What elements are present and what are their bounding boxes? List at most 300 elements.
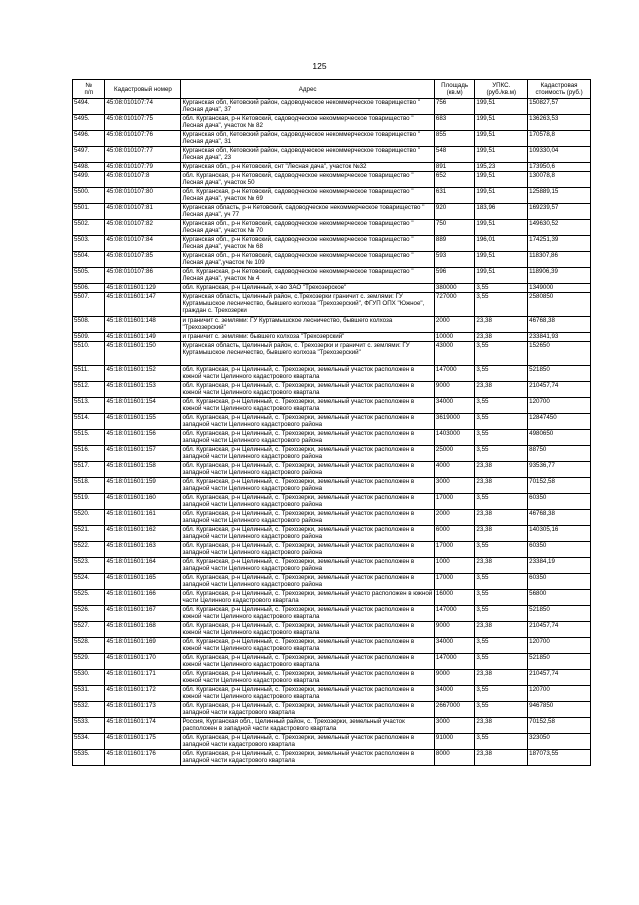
cell-num: 5506. (73, 284, 105, 293)
cell-cadastral-number: 45:18:011601:150 (105, 342, 181, 366)
cell-cadastral-cost: 140305,16 (528, 526, 591, 542)
cell-upks: 3,55 (475, 702, 528, 718)
cell-area: 9000 (434, 670, 475, 686)
cell-address: обл. Курганская, р-н Целинный, с. Трехозерки, земельный участок расположен в западной части Целинного кадастрового района (181, 558, 434, 574)
table-row (73, 333, 591, 342)
cell-num: 5508. (73, 317, 105, 333)
table-row (73, 99, 591, 115)
cell-num: 5512. (73, 382, 105, 398)
cell-num: 5501. (73, 204, 105, 220)
cell-num: 5496. (73, 131, 105, 147)
cell-cadastral-cost: 521850 (528, 654, 591, 670)
cell-num: 5534. (73, 734, 105, 750)
cell-num: 5507. (73, 293, 105, 317)
table-row (73, 734, 591, 750)
cell-area: 889 (434, 236, 475, 252)
cell-num: 5500. (73, 188, 105, 204)
cell-cadastral-number: 45:18:011601:166 (105, 590, 181, 606)
cell-cadastral-cost: 118906,39 (528, 268, 591, 284)
cell-upks: 199,51 (475, 188, 528, 204)
cell-upks: 23,38 (475, 510, 528, 526)
cell-cadastral-cost: 60350 (528, 574, 591, 590)
cell-address: обл. Курганская, р-н Целинный, с. Трехозерки, земельный участок расположен в западной части Целинного кадастрового района (181, 542, 434, 558)
cell-num: 5494. (73, 99, 105, 115)
table-row (73, 414, 591, 430)
cell-area: 17000 (434, 494, 475, 510)
cell-address: Курганская обл, Кетовский район, садоводческое некоммерческое товарищество " Лесная дача", 31 (181, 131, 434, 147)
cell-upks: 3,55 (475, 590, 528, 606)
cell-area: 91000 (434, 734, 475, 750)
table-row (73, 654, 591, 670)
cell-cadastral-cost: 12847450 (528, 414, 591, 430)
cell-num: 5527. (73, 622, 105, 638)
cell-upks: 199,51 (475, 115, 528, 131)
table-row (73, 366, 591, 382)
table-row (73, 430, 591, 446)
table-row (73, 163, 591, 172)
cell-address: обл. Курганская, р-н Кетовский, садоводческое некоммерческое товарищество " Лесная дача", участок № 69 (181, 188, 434, 204)
cell-num: 5520. (73, 510, 105, 526)
cell-cadastral-cost: 120700 (528, 638, 591, 654)
cell-cadastral-cost: 173950,6 (528, 163, 591, 172)
cell-address: обл. Курганская, р-н Целинный, с. Трехозерки, земельный участок расположен в западной части Целинного кадастрового района (181, 494, 434, 510)
cell-upks: 23,38 (475, 333, 528, 342)
cell-upks: 3,55 (475, 734, 528, 750)
cell-upks: 23,38 (475, 558, 528, 574)
cell-upks: 3,55 (475, 398, 528, 414)
cell-num: 5521. (73, 526, 105, 542)
cell-cadastral-cost: 136263,53 (528, 115, 591, 131)
table-row (73, 398, 591, 414)
cell-area: 593 (434, 252, 475, 268)
table-row (73, 188, 591, 204)
table-row (73, 606, 591, 622)
cell-cadastral-cost: 233841,93 (528, 333, 591, 342)
table-row (73, 236, 591, 252)
cell-num: 5515. (73, 430, 105, 446)
table-row (73, 686, 591, 702)
cell-area: 17000 (434, 574, 475, 590)
cell-num: 5498. (73, 163, 105, 172)
cell-num: 5518. (73, 478, 105, 494)
cell-area: 631 (434, 188, 475, 204)
cell-cadastral-number: 45:18:011601:173 (105, 702, 181, 718)
cell-area: 1403000 (434, 430, 475, 446)
cell-cadastral-cost: 323050 (528, 734, 591, 750)
cell-cadastral-number: 45:18:011601:157 (105, 446, 181, 462)
cell-cadastral-number: 45:18:011601:159 (105, 478, 181, 494)
table-row (73, 317, 591, 333)
cell-address: обл. Курганская, р-н Целинный, с. Трехозерки, земельный участок расположен в западной части Целинного кадастрового района (181, 446, 434, 462)
cell-area: 3619000 (434, 414, 475, 430)
table-row (73, 478, 591, 494)
cell-num: 5530. (73, 670, 105, 686)
cell-upks: 23,38 (475, 750, 528, 766)
cell-cadastral-cost: 149630,52 (528, 220, 591, 236)
cell-cadastral-cost: 130078,8 (528, 172, 591, 188)
cell-cadastral-cost: 174251,39 (528, 236, 591, 252)
table-row (73, 526, 591, 542)
cell-address: Курганская область, р-н Кетовский, садоводческое некоммерческое товарищество " Лесная дача", уч 77 (181, 204, 434, 220)
cell-num: 5495. (73, 115, 105, 131)
cell-upks: 199,51 (475, 252, 528, 268)
cell-address: Курганская обл., р-н Кетовский, садоводческое некоммерческое товарищество " Лесная дача",участок № 109 (181, 252, 434, 268)
cell-address: обл. Курганская, р-н Целинный, с. Трехозерки, земельный участок расположен в южной части Целинного кадастрового квартала (181, 398, 434, 414)
cell-num: 5503. (73, 236, 105, 252)
cell-area: 147000 (434, 654, 475, 670)
table-row (73, 510, 591, 526)
cell-cadastral-cost: 150827,57 (528, 99, 591, 115)
cell-address: Курганская обл., р-н Кетовский, садоводческое некоммерческое товарищество " Лесная дача", участок № 68 (181, 236, 434, 252)
cell-cadastral-cost: 109330,04 (528, 147, 591, 163)
cell-num: 5517. (73, 462, 105, 478)
cell-address: Курганская обл., р-н Кетовский, садоводческое некоммерческое товарищество " Лесная дача", участок № 70 (181, 220, 434, 236)
cell-cadastral-number: 45:18:011601:169 (105, 638, 181, 654)
cell-num: 5524. (73, 574, 105, 590)
table-row (73, 220, 591, 236)
table-row (73, 670, 591, 686)
cell-num: 5502. (73, 220, 105, 236)
cell-area: 9000 (434, 382, 475, 398)
cell-cadastral-number: 45:18:011601:147 (105, 293, 181, 317)
table-row (73, 268, 591, 284)
cell-cadastral-number: 45:08:010107:8 (105, 172, 181, 188)
cell-area: 4000 (434, 462, 475, 478)
cell-upks: 3,55 (475, 430, 528, 446)
cell-area: 34000 (434, 638, 475, 654)
table-row (73, 252, 591, 268)
cell-cadastral-number: 45:18:011601:148 (105, 317, 181, 333)
cell-upks: 23,38 (475, 382, 528, 398)
cell-address: обл. Курганская, р-н Целинный, с. Трехозерки, земельный участок расположен в западной части Целинного кадастрового района (181, 574, 434, 590)
cell-cadastral-number: 45:18:011601:153 (105, 382, 181, 398)
table-header-row (73, 80, 591, 99)
table-row (73, 542, 591, 558)
cell-upks: 3,55 (475, 342, 528, 366)
cell-upks: 3,55 (475, 574, 528, 590)
cell-upks: 199,51 (475, 220, 528, 236)
cell-area: 147000 (434, 606, 475, 622)
table-row (73, 750, 591, 766)
cell-address: обл. Курганская, р-н Целинный, с. Трехозерки, земельный участок расположен в западной части Целинного кадастрового района (181, 526, 434, 542)
table-row (73, 147, 591, 163)
cell-upks: 199,51 (475, 131, 528, 147)
cell-upks: 23,38 (475, 622, 528, 638)
cell-cadastral-number: 45:18:011601:175 (105, 734, 181, 750)
cadastral-registry-table (72, 79, 591, 766)
cell-address: обл. Курганская, р-н Целинный, с. Трехозерки, земельный участок расположен в западной части Целинного кадастрового района (181, 462, 434, 478)
cell-area: 3000 (434, 478, 475, 494)
cell-upks: 3,55 (475, 293, 528, 317)
table-row (73, 115, 591, 131)
cell-upks: 199,51 (475, 99, 528, 115)
cell-cadastral-cost: 169239,57 (528, 204, 591, 220)
cell-address: Курганская обл., р-н Кетовский, снт "Лесная дача", участок №32 (181, 163, 434, 172)
cell-num: 5522. (73, 542, 105, 558)
cell-area: 756 (434, 99, 475, 115)
cell-cadastral-number: 45:08:010107:80 (105, 188, 181, 204)
cell-upks: 23,38 (475, 462, 528, 478)
table-row (73, 494, 591, 510)
cell-area: 2667000 (434, 702, 475, 718)
cell-cadastral-cost: 170578,8 (528, 131, 591, 147)
cell-cadastral-number: 45:18:011601:161 (105, 510, 181, 526)
table-row (73, 342, 591, 366)
cell-upks: 199,51 (475, 172, 528, 188)
cell-cadastral-number: 45:18:011601:149 (105, 333, 181, 342)
cell-area: 855 (434, 131, 475, 147)
cell-num: 5510. (73, 342, 105, 366)
cell-cadastral-cost: 4980650 (528, 430, 591, 446)
cell-cadastral-cost: 521850 (528, 606, 591, 622)
cell-area: 596 (434, 268, 475, 284)
cell-area: 10000 (434, 333, 475, 342)
cell-cadastral-number: 45:08:010107:74 (105, 99, 181, 115)
cell-area: 548 (434, 147, 475, 163)
cell-cadastral-number: 45:18:011601:162 (105, 526, 181, 542)
cell-cadastral-cost: 118307,86 (528, 252, 591, 268)
header-upks: УПКС. (руб./кв.м) (475, 80, 528, 99)
cell-address: обл. Курганская, р-н Целинный, с. Трехозерки, земельный участок расположен в западной части кадастрового квартала (181, 750, 434, 766)
cell-cadastral-number: 45:18:011601:156 (105, 430, 181, 446)
cell-address: обл. Курганская, р-н Целинный, с. Трехозерки, земельный участок расположен в южной части Целинного кадастрового квартала (181, 670, 434, 686)
cell-area: 891 (434, 163, 475, 172)
table-row (73, 131, 591, 147)
cell-cadastral-cost: 46768,38 (528, 510, 591, 526)
cell-cadastral-number: 45:08:010107:81 (105, 204, 181, 220)
cell-cadastral-cost: 210457,74 (528, 622, 591, 638)
cell-num: 5523. (73, 558, 105, 574)
cell-upks: 23,38 (475, 718, 528, 734)
cell-cadastral-cost: 56800 (528, 590, 591, 606)
cell-area: 920 (434, 204, 475, 220)
cell-area: 750 (434, 220, 475, 236)
cell-cadastral-number: 45:18:011601:170 (105, 654, 181, 670)
cell-cadastral-number: 45:18:011601:167 (105, 606, 181, 622)
cell-num: 5525. (73, 590, 105, 606)
cell-cadastral-number: 45:18:011601:163 (105, 542, 181, 558)
cell-cadastral-number: 45:08:010107:79 (105, 163, 181, 172)
cell-num: 5497. (73, 147, 105, 163)
cell-cadastral-number: 45:18:011601:164 (105, 558, 181, 574)
cell-num: 5509. (73, 333, 105, 342)
cell-area: 652 (434, 172, 475, 188)
cell-cadastral-number: 45:08:010107:86 (105, 268, 181, 284)
cell-cadastral-cost: 187073,55 (528, 750, 591, 766)
cell-cadastral-number: 45:18:011601:172 (105, 686, 181, 702)
table-row (73, 172, 591, 188)
cell-num: 5514. (73, 414, 105, 430)
cell-num: 5535. (73, 750, 105, 766)
header-num: № п/п (73, 80, 105, 99)
cell-upks: 3,55 (475, 654, 528, 670)
cell-address: обл. Курганская, р-н Кетовский, садоводческое некоммерческое товарищество " Лесная дача", участок № 82 (181, 115, 434, 131)
cell-cadastral-cost: 60350 (528, 494, 591, 510)
cell-address: обл. Курганская, р-н Целинный, с. Трехозерки, земельный участок расположен в южной части Целинного кадастрового квартала (181, 686, 434, 702)
table-row (73, 718, 591, 734)
table-row (73, 284, 591, 293)
cell-address: обл. Курганская, р-н Целинный, с. Трехозерки, земельный участок расположен в южной части Целинного кадастрового квартала (181, 622, 434, 638)
cell-address: Курганская область, Целинный район, с.Трехозерки граничит с. землями: ГУ Куртамышское лесничество, бывшего колхоза "Трехозерский", ФГУП ОПХ "Южное", граждан с. Трехозерки (181, 293, 434, 317)
cell-area: 2000 (434, 510, 475, 526)
cell-address: и граничит с. землями: бывшего колхоза "Трехозерский" (181, 333, 434, 342)
cell-cadastral-cost: 46768,38 (528, 317, 591, 333)
cell-cadastral-number: 45:08:010107:85 (105, 252, 181, 268)
cell-num: 5511. (73, 366, 105, 382)
header-address: Адрес (181, 80, 434, 99)
cell-cadastral-cost: 70152,58 (528, 478, 591, 494)
cell-cadastral-cost: 9467850 (528, 702, 591, 718)
cell-upks: 23,38 (475, 317, 528, 333)
cell-address: Курганская обл, Кетовский район, садоводческое некоммерческое товарищество " Лесная дача", 37 (181, 99, 434, 115)
page-number: 125 (312, 61, 327, 71)
cell-address: обл. Курганская, р-н Целинный, х-во ЗАО "Трехозерское" (181, 284, 434, 293)
cell-address: обл. Курганская, р-н Целинный, с. Трехозерки, земельный участок расположен в южной части Целинного кадастрового квартала (181, 606, 434, 622)
cell-address: и граничит с. землями: ГУ Куртамышское лесничество, бывшего колхоза "Трехозерский" (181, 317, 434, 333)
cell-cadastral-cost: 1349000 (528, 284, 591, 293)
cell-upks: 3,55 (475, 542, 528, 558)
table-row (73, 382, 591, 398)
table-row (73, 574, 591, 590)
table-row (73, 622, 591, 638)
cell-area: 380000 (434, 284, 475, 293)
table-body (73, 99, 591, 766)
cell-cadastral-cost: 2580850 (528, 293, 591, 317)
cell-cadastral-number: 45:18:011601:152 (105, 366, 181, 382)
cell-upks: 3,55 (475, 366, 528, 382)
cell-area: 34000 (434, 686, 475, 702)
cell-address: обл. Курганская, р-н Целинный, с. Трехозерки, земельный участок расположен в западной части кадастрового квартала (181, 734, 434, 750)
cell-address: обл. Курганская, р-н Целинный, с. Трехозерки, земельный участок расположен в западной части Целинного кадастрового района (181, 510, 434, 526)
cell-num: 5513. (73, 398, 105, 414)
cell-address: обл. Курганская, р-н Целинный, с. Трехозерки, земельный участок расположен в южной части Целинного кадастрового квартала (181, 366, 434, 382)
cell-area: 147000 (434, 366, 475, 382)
cell-upks: 23,38 (475, 526, 528, 542)
cell-num: 5528. (73, 638, 105, 654)
cell-upks: 23,38 (475, 478, 528, 494)
cell-address: обл. Курганская, р-н Кетовский, садоводческое некоммерческое товарищество " Лесная дача", участок № 4 (181, 268, 434, 284)
cell-upks: 3,55 (475, 606, 528, 622)
cell-upks: 199,51 (475, 268, 528, 284)
cell-cadastral-number: 45:18:011601:165 (105, 574, 181, 590)
cell-cadastral-cost: 88750 (528, 446, 591, 462)
cell-area: 3000 (434, 718, 475, 734)
cell-cadastral-number: 45:18:011601:158 (105, 462, 181, 478)
table-row (73, 590, 591, 606)
cell-upks: 196,01 (475, 236, 528, 252)
header-area: Площадь (кв.м) (434, 80, 475, 99)
table-row (73, 446, 591, 462)
cell-area: 2000 (434, 317, 475, 333)
cell-cadastral-cost: 70152,58 (528, 718, 591, 734)
cell-address: обл. Курганская, р-н Целинный, с. Трехозерки, земельный участок расположен в южной части Целинного кадастрового квартала (181, 638, 434, 654)
cell-cadastral-number: 45:08:010107:82 (105, 220, 181, 236)
table-row (73, 462, 591, 478)
cell-num: 5533. (73, 718, 105, 734)
cell-cadastral-number: 45:18:011601:160 (105, 494, 181, 510)
cell-upks: 3,55 (475, 494, 528, 510)
table-row (73, 204, 591, 220)
cell-area: 1000 (434, 558, 475, 574)
cell-cadastral-number: 45:18:011601:154 (105, 398, 181, 414)
cell-cadastral-number: 45:18:011601:176 (105, 750, 181, 766)
cell-address: Курганская обл, Кетовский район, садоводческое некоммерческое товарищество " Лесная дача", 23 (181, 147, 434, 163)
cell-address: обл. Курганская, р-н Целинный, с. Трехозерки, земельный участок расположен в западной части кадастрового квартала (181, 702, 434, 718)
cell-cadastral-cost: 120700 (528, 686, 591, 702)
cell-cadastral-cost: 60350 (528, 542, 591, 558)
cell-num: 5504. (73, 252, 105, 268)
cell-area: 43000 (434, 342, 475, 366)
cell-cadastral-number: 45:08:010107:75 (105, 115, 181, 131)
table-row (73, 638, 591, 654)
cell-area: 9000 (434, 622, 475, 638)
cell-cadastral-cost: 120700 (528, 398, 591, 414)
cell-upks: 183,96 (475, 204, 528, 220)
cell-cadastral-number: 45:08:010107:76 (105, 131, 181, 147)
cell-cadastral-number: 45:18:011601:168 (105, 622, 181, 638)
cell-num: 5532. (73, 702, 105, 718)
cell-upks: 23,38 (475, 670, 528, 686)
cell-area: 25000 (434, 446, 475, 462)
cell-cadastral-number: 45:08:010107:84 (105, 236, 181, 252)
cell-area: 683 (434, 115, 475, 131)
cell-area: 16000 (434, 590, 475, 606)
cell-cadastral-number: 45:18:011601:174 (105, 718, 181, 734)
cell-address: обл. Курганская, р-н Целинный, с. Трехозерки, земельный участок расположен в западной части Целинного кадастрового района (181, 430, 434, 446)
cell-upks: 3,55 (475, 284, 528, 293)
table-row (73, 558, 591, 574)
cell-num: 5516. (73, 446, 105, 462)
cell-cadastral-cost: 521850 (528, 366, 591, 382)
cell-cadastral-cost: 210457,74 (528, 382, 591, 398)
cell-num: 5505. (73, 268, 105, 284)
cell-num: 5526. (73, 606, 105, 622)
cell-address: обл. Курганская, р-н Целинный, с. Трехозерки, земельный участок расположен в западной части Целинного кадастрового района (181, 414, 434, 430)
cell-upks: 3,55 (475, 446, 528, 462)
cell-upks: 199,51 (475, 147, 528, 163)
cell-num: 5529. (73, 654, 105, 670)
cell-upks: 3,55 (475, 414, 528, 430)
cell-cadastral-cost: 93536,77 (528, 462, 591, 478)
table-row (73, 293, 591, 317)
header-cadastral-number: Кадастровый номер (105, 80, 181, 99)
cell-area: 6000 (434, 526, 475, 542)
cell-area: 17000 (434, 542, 475, 558)
cell-num: 5499. (73, 172, 105, 188)
cell-cadastral-cost: 23384,19 (528, 558, 591, 574)
cell-upks: 195,23 (475, 163, 528, 172)
cell-upks: 3,55 (475, 686, 528, 702)
cell-num: 5519. (73, 494, 105, 510)
cell-address: обл. Курганская, р-н Кетовский, садоводческое некоммерческое товарищество " Лесная дача", участок 50 (181, 172, 434, 188)
cell-address: Россия, Курганская обл., Целинный район, с. Трехозерки, земельный участок расположен в западной части кадастрового квартала (181, 718, 434, 734)
cell-area: 727000 (434, 293, 475, 317)
cell-address: Курганская область, Целинный район, с. Трехозерки и граничит с. землями: ГУ Куртамышское лесничество, бывшего колхоза "Трехозерский" (181, 342, 434, 366)
cell-cadastral-number: 45:18:011601:129 (105, 284, 181, 293)
cell-address: обл. Курганская, р-н Целинный, с. Трехозерки, земельный участок расположен в южной части Целинного кадастрового квартала (181, 382, 434, 398)
cell-cadastral-cost: 125889,15 (528, 188, 591, 204)
cell-address: обл. Курганская, р-н Целинный, с. Трехозерки, земельный участо расположен в южной части Целинного кадастрового квартала (181, 590, 434, 606)
cell-area: 34000 (434, 398, 475, 414)
cell-cadastral-number: 45:08:010107:77 (105, 147, 181, 163)
cell-cadastral-cost: 210457,74 (528, 670, 591, 686)
table-row (73, 702, 591, 718)
header-cadastral-cost: Кадастровая стоимость (руб.) (528, 80, 591, 99)
cell-address: обл. Курганская, р-н Целинный, с. Трехозерки, земельный участок расположен в западной части Целинного кадастрового района (181, 478, 434, 494)
cell-cadastral-number: 45:18:011601:155 (105, 414, 181, 430)
cell-cadastral-cost: 152650 (528, 342, 591, 366)
cell-upks: 3,55 (475, 638, 528, 654)
